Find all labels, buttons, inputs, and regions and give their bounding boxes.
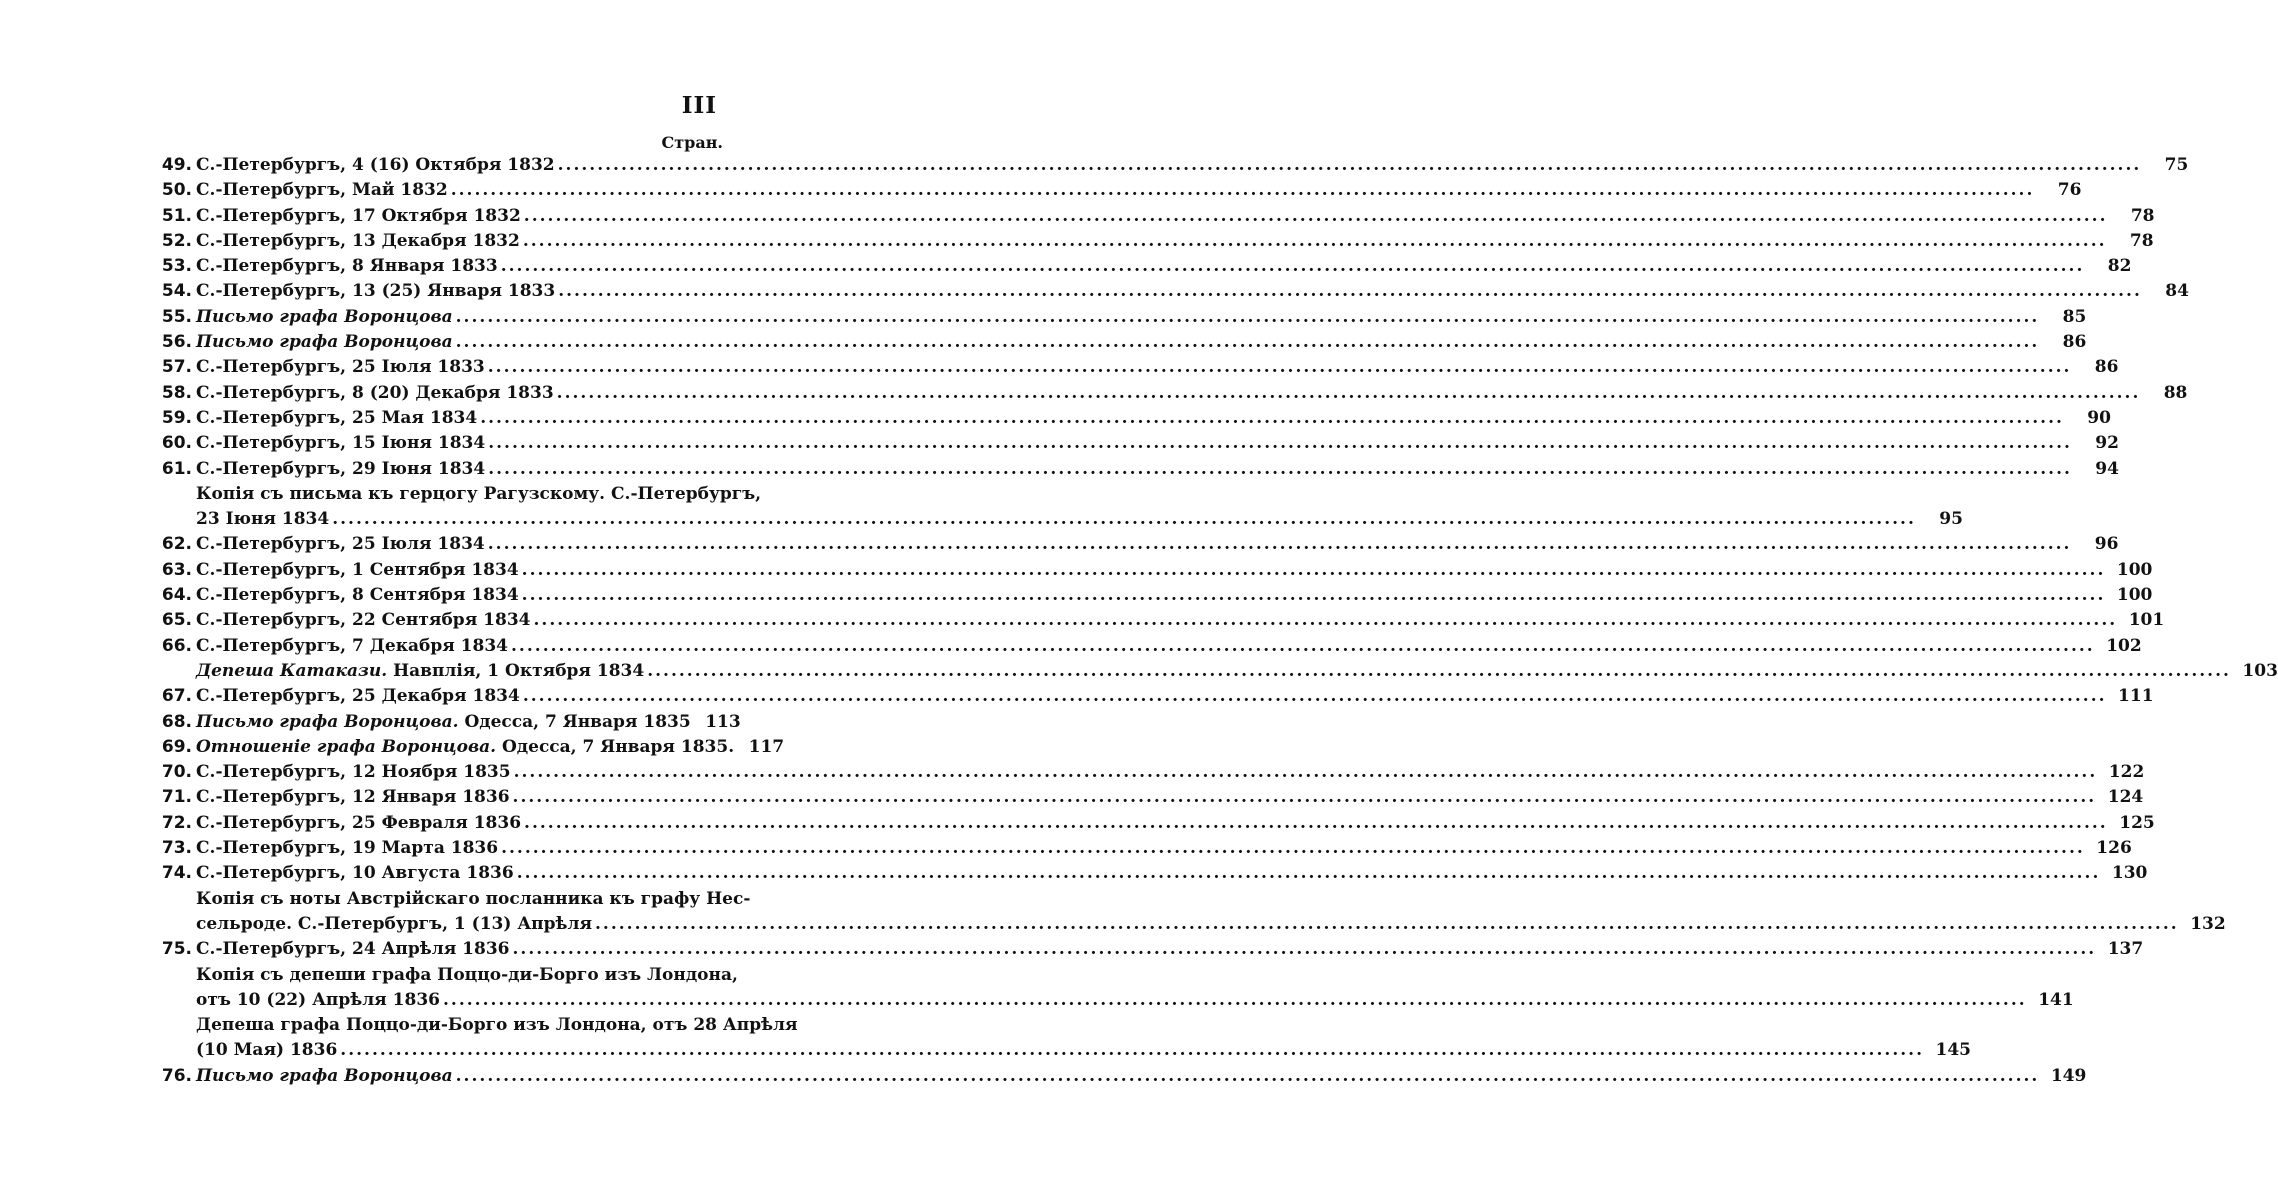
entry-number: 65. (161, 610, 192, 631)
dot-leader: ........................................................................................................................................................................................................ (533, 610, 2118, 631)
entry-number: 73. (161, 838, 192, 859)
entry-title: Письмо графа Воронцова (196, 1065, 453, 1086)
entry-number: 66. (161, 635, 192, 656)
entry-title: С.-Петербургъ, 12 Ноября 1835 (196, 762, 511, 783)
entry-title (196, 661, 644, 681)
dot-leader: ........................................................................................................................................................................................................ (340, 1040, 1924, 1061)
entry-number: 60. (161, 433, 192, 454)
toc-entry (160, 787, 2144, 812)
entry-title: С.-Петербургъ, 25 Мая 1834 (196, 407, 478, 428)
entry-page: 85 (2062, 306, 2087, 327)
entry-title: Письмо графа Воронцова (196, 306, 453, 327)
toc-entry (160, 281, 2189, 306)
entry-title: С.-Петербургъ, 25 Іюля 1833 (196, 357, 485, 378)
dot-leader: ........................................................................................................................................................................................................ (522, 686, 2107, 707)
toc-entry (160, 585, 2153, 610)
entry-page: 75 (2164, 155, 2189, 175)
entry-title: С.-Петербургъ, 8 Января 1833 (196, 256, 498, 277)
dot-leader: ........................................................................................................................................................................................................ (595, 913, 2179, 934)
toc-entry (160, 306, 2087, 332)
entry-title-rest: Одесса, 7 Января 1835 (458, 711, 691, 732)
dot-leader: ........................................................................................................................................................................................................ (647, 660, 2231, 681)
dot-leader: ........................................................................................................................................................................................................ (556, 382, 2141, 403)
entry-page: 132 (2190, 913, 2226, 934)
entry-page: 76 (2057, 180, 2082, 201)
entry-title: С.-Петербургъ, 25 Февраля 1836 (196, 812, 522, 833)
entry-number: 50. (161, 180, 192, 201)
entry-number: 55. (161, 306, 192, 327)
entry-title: Копія съ письма къ герцогу Рагузскому. С.-Петербургъ, (196, 483, 762, 504)
entry-title-italic: Отношеніе графа Воронцова. (196, 736, 497, 757)
entry-title: С.-Петербургъ, 17 Октября 1832 (196, 205, 521, 226)
entry-title-rest: Одесса, 7 Января 1835. (496, 736, 735, 757)
toc-entry (160, 812, 2155, 838)
toc-entry (160, 332, 2087, 357)
toc-entry (160, 155, 2189, 180)
toc-entry (160, 559, 2153, 585)
dot-leader: ........................................................................................................................................................................................................ (488, 458, 2072, 479)
entry-page: 137 (2107, 939, 2144, 960)
toc-entry (160, 407, 2111, 433)
toc-entry (160, 762, 2145, 787)
entry-title: С.-Петербургъ, 8 Сентября 1834 (196, 585, 519, 606)
toc-entry (160, 989, 2074, 1015)
entry-page: 94 (2095, 458, 2119, 479)
toc-entry (160, 686, 2154, 711)
dot-leader: ........................................................................................................................................................................................................ (513, 762, 2098, 783)
toc-entry (160, 180, 2082, 205)
entry-title-italic: Письмо графа Воронцова. (196, 711, 459, 732)
dot-leader: ........................................................................................................................................................................................................ (487, 534, 2072, 555)
entry-number: 72. (161, 812, 192, 833)
entry-number: 68. (161, 711, 192, 732)
entry-title: С.-Петербургъ, 4 (16) Октября 1832 (196, 155, 555, 175)
entry-page: 117 (748, 736, 785, 757)
dot-leader: ........................................................................................................................................................................................................ (500, 256, 2085, 277)
entry-title: С.-Петербургъ, 12 Января 1836 (196, 787, 510, 808)
table-of-contents (160, 155, 2278, 1091)
entry-page: 92 (2095, 433, 2119, 454)
dot-leader: ........................................................................................................................................................................................................ (480, 407, 2064, 428)
entry-title (196, 737, 734, 757)
dot-leader: ........................................................................................................................................................................................................ (450, 180, 2035, 201)
entry-title-italic: Депеша Катакази. (196, 660, 388, 681)
dot-leader: ........................................................................................................................................................................................................ (511, 635, 2095, 656)
entry-page: 86 (2062, 332, 2087, 353)
toc-entry (160, 205, 2155, 231)
entry-title: Письмо графа Воронцова (196, 332, 453, 353)
dot-leader: ........................................................................................................................................................................................................ (487, 357, 2072, 378)
toc-entry (160, 964, 738, 990)
toc-entry (160, 660, 2278, 686)
entry-page: 90 (2087, 407, 2111, 428)
entry-number: 76. (161, 1065, 192, 1086)
entry-page: 125 (2119, 812, 2155, 833)
entry-title: Депеша графа Поццо-ди-Борго изъ Лондона, отъ 28 Апрѣля (196, 1015, 798, 1036)
entry-number: 64. (161, 585, 192, 606)
entry-page: 78 (2130, 205, 2155, 226)
entry-number: 58. (161, 382, 192, 403)
entry-title: С.-Петербургъ, 13 (25) Января 1833 (196, 281, 556, 302)
entry-page: 100 (2116, 559, 2153, 580)
entry-page: 100 (2116, 585, 2153, 606)
dot-leader: ........................................................................................................................................................................................................ (524, 812, 2108, 833)
entry-title-rest: Навплія, 1 Октября 1834 (387, 660, 645, 681)
toc-entry (160, 433, 2119, 458)
entry-number: 52. (161, 230, 192, 251)
entry-title: С.-Петербургъ, 25 Декабря 1834 (196, 686, 520, 707)
entry-number: 57. (161, 357, 192, 378)
entry-page: 122 (2108, 762, 2145, 783)
dot-leader: ........................................................................................................................................................................................................ (522, 230, 2107, 251)
toc-entry (160, 1015, 798, 1040)
entry-page: 102 (2106, 635, 2142, 656)
entry-title: С.-Петербургъ, 25 Іюля 1834 (196, 534, 485, 555)
entry-title: отъ 10 (22) Апрѣля 1836 (196, 989, 440, 1010)
entry-title: сельроде. С.-Петербургъ, 1 (13) Апрѣля (196, 913, 592, 934)
dot-leader: ........................................................................................................................................................................................................ (558, 281, 2142, 302)
entry-page: 103 (2242, 660, 2278, 681)
entry-title: С.-Петербургъ, 19 Марта 1836 (196, 838, 499, 859)
entry-title: С.-Петербургъ, 15 Іюня 1834 (196, 433, 486, 454)
dot-leader: ........................................................................................................................................................................................................ (455, 1065, 2040, 1086)
entry-title: С.-Петербургъ, 8 (20) Декабря 1833 (196, 382, 554, 403)
entry-title: Копія съ ноты Австрійскаго посланника къ графу Нес- (196, 888, 751, 909)
dot-leader: ........................................................................................................................................................................................................ (332, 509, 1916, 530)
entry-title: 23 Іюня 1834 (196, 509, 330, 530)
toc-entry (160, 230, 2154, 256)
dot-leader: ........................................................................................................................................................................................................ (523, 205, 2108, 226)
entry-title (196, 712, 691, 732)
entry-page: 149 (2050, 1065, 2087, 1086)
toc-entry (160, 888, 751, 914)
toc-entry (160, 863, 2148, 888)
entry-page: 88 (2163, 382, 2188, 403)
entry-number: 71. (161, 787, 192, 808)
entry-number: 56. (161, 332, 192, 353)
entry-number: 49. (161, 155, 192, 175)
entry-page: 95 (1939, 509, 1963, 530)
dot-leader: ........................................................................................................................................................................................................ (455, 306, 2040, 327)
entry-number: 74. (161, 863, 192, 884)
entry-page: 86 (2094, 357, 2119, 378)
entry-page: 82 (2107, 256, 2132, 277)
entry-title: С.-Петербургъ, 29 Іюня 1834 (196, 458, 486, 479)
dot-leader: ........................................................................................................................................................................................................ (501, 838, 2085, 859)
entry-number: 53. (161, 256, 192, 277)
entry-page: 113 (705, 711, 741, 732)
toc-entry (160, 483, 762, 509)
entry-number: 61. (161, 458, 192, 479)
dot-leader: ........................................................................................................................................................................................................ (521, 559, 2106, 580)
toc-entry (160, 382, 2188, 408)
toc-entry (160, 913, 2226, 939)
entry-title: С.-Петербургъ, 13 Декабря 1832 (196, 230, 520, 251)
toc-entry (160, 357, 2119, 382)
dot-leader: ........................................................................................................................................................................................................ (557, 155, 2142, 175)
dot-leader: ........................................................................................................................................................................................................ (512, 939, 2097, 960)
toc-entry (160, 939, 2144, 964)
entry-page: 96 (2094, 534, 2119, 555)
toc-entry (160, 458, 2119, 484)
toc-entry (160, 256, 2132, 281)
entry-page: 124 (2107, 787, 2144, 808)
toc-entry (160, 635, 2142, 661)
entry-page: 130 (2111, 863, 2148, 884)
entry-page: 84 (2165, 281, 2189, 302)
toc-entry (160, 711, 741, 737)
entry-title: (10 Мая) 1836 (196, 1040, 338, 1061)
toc-entry (160, 534, 2119, 559)
entry-title: С.-Петербургъ, 10 Августа 1836 (196, 863, 514, 884)
toc-entry (160, 838, 2132, 863)
entry-number: 54. (161, 281, 192, 302)
dot-leader: ........................................................................................................................................................................................................ (488, 433, 2072, 454)
dot-leader: ........................................................................................................................................................................................................ (512, 787, 2097, 808)
entry-number: 51. (161, 205, 192, 226)
entry-page: 78 (2129, 230, 2154, 251)
entry-title: С.-Петербургъ, 24 Апрѣля 1836 (196, 939, 510, 960)
dot-leader: ........................................................................................................................................................................................................ (442, 989, 2027, 1010)
page-column-label: Стран. (661, 133, 723, 152)
entry-number: 67. (161, 686, 192, 707)
entry-title: С.-Петербургъ, 22 Сентября 1834 (196, 610, 531, 631)
entry-page: 145 (1935, 1040, 1971, 1061)
entry-page: 101 (2128, 610, 2165, 631)
entry-page: 111 (2118, 686, 2154, 707)
entry-title: С.-Петербургъ, 1 Сентября 1834 (196, 559, 519, 580)
dot-leader: ........................................................................................................................................................................................................ (455, 332, 2040, 353)
toc-entry (160, 610, 2165, 635)
entry-number: 63. (161, 559, 192, 580)
dot-leader: ........................................................................................................................................................................................................ (516, 863, 2101, 884)
entry-number: 62. (161, 534, 192, 555)
entry-page: 141 (2038, 989, 2074, 1010)
dot-leader: ........................................................................................................................................................................................................ (521, 585, 2106, 606)
entry-title: Копія съ депеши графа Поццо-ди-Борго изъ Лондона, (196, 964, 738, 985)
toc-entry (160, 1040, 1971, 1065)
entry-number: 70. (161, 762, 192, 783)
entry-title: С.-Петербургъ, 7 Декабря 1834 (196, 635, 509, 656)
page-number: III (681, 92, 717, 119)
toc-entry (160, 1065, 2087, 1091)
entry-title: С.-Петербургъ, Май 1832 (196, 180, 448, 201)
entry-number: 69. (161, 736, 192, 757)
entry-page: 126 (2096, 838, 2132, 859)
toc-entry (160, 736, 785, 762)
entry-number: 75. (161, 939, 192, 960)
toc-entry (160, 509, 1963, 534)
entry-number: 59. (161, 407, 192, 428)
